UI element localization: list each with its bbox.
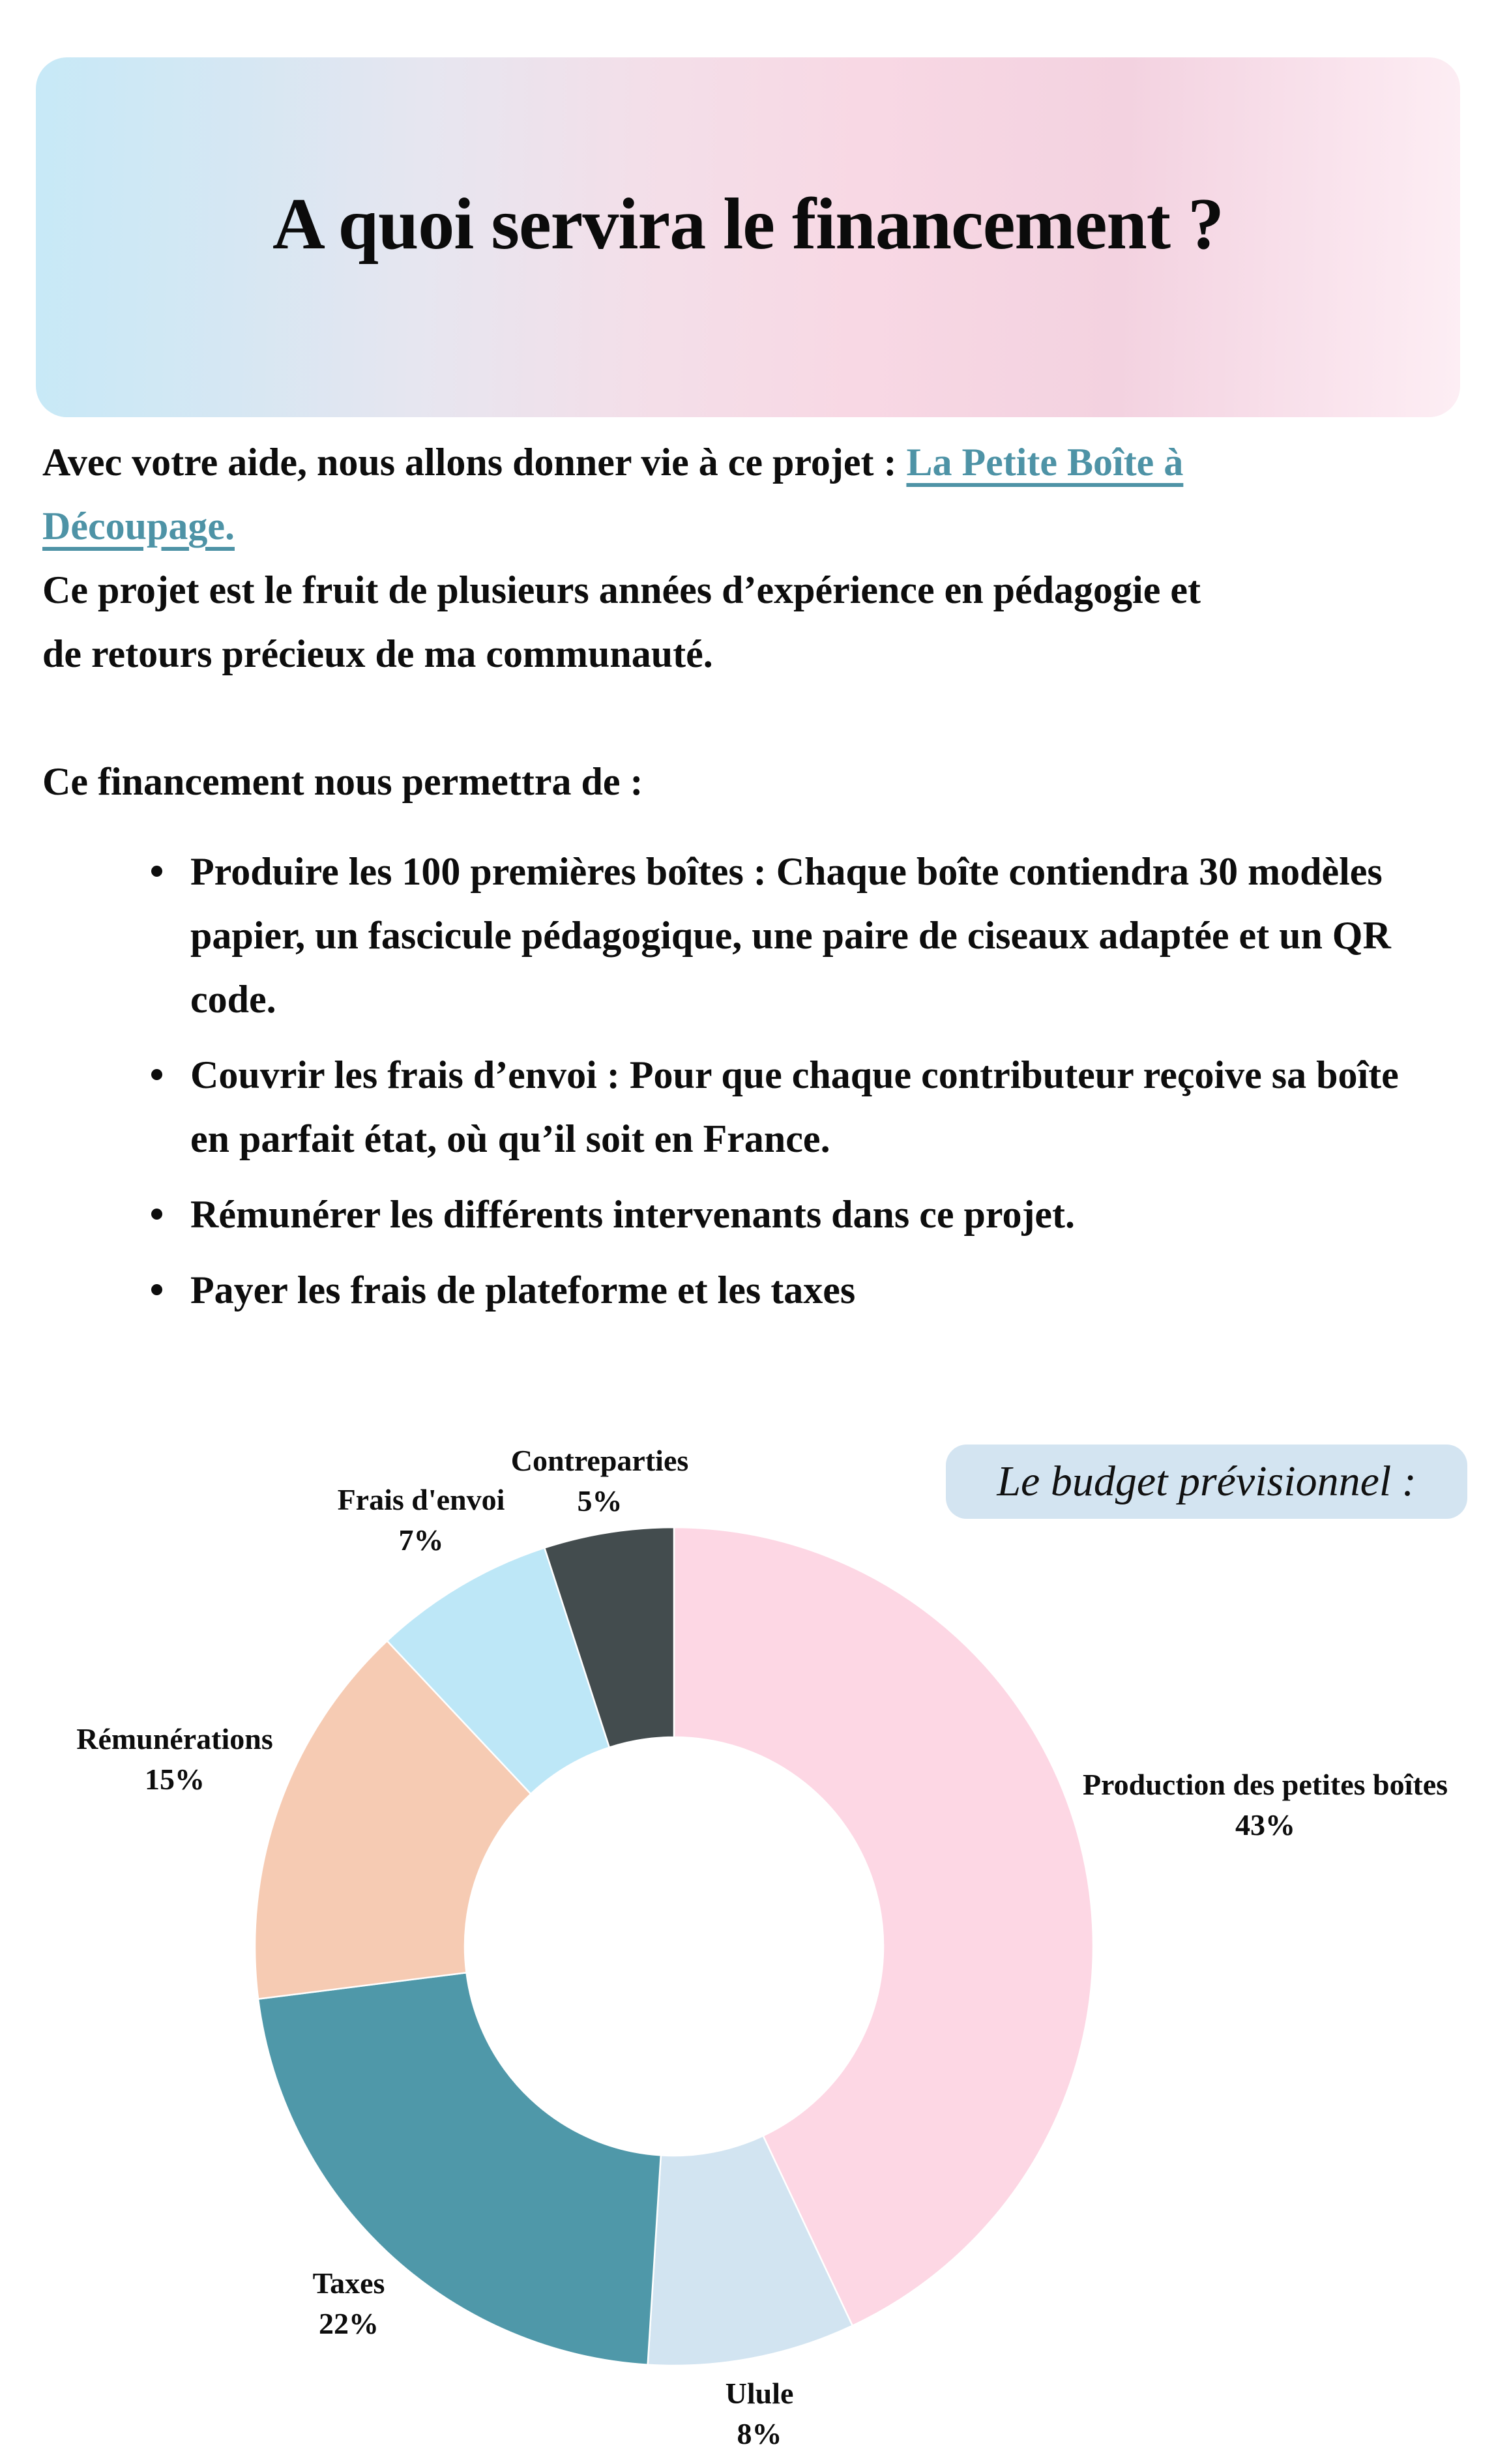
chart-label-pct: 7% [398,1523,444,1557]
chart-label-ulule [726,2373,794,2454]
chart-label-name: Rémunérations [76,1722,273,1755]
chart-label-pct: 5% [577,1484,623,1518]
intro-line3: Ce projet est le fruit de plusieurs années d’expérience en pédagogie et [42,568,1201,611]
chart-label-contreparties [511,1441,689,1521]
chart-label-pct: 8% [737,2417,782,2450]
intro-text: Avec votre aide, nous allons donner vie à ce projet : [42,441,907,484]
project-link-line1[interactable]: La Petite Boîte à [906,441,1184,484]
chart-label-name: Contreparties [510,1444,689,1477]
chart-label-pct: 43% [1235,1808,1295,1841]
chart-label-name: Production des petites boîtes [1082,1768,1448,1801]
list-item: Payer les frais de plateforme et les taxes [150,1258,1444,1322]
list-item: Produire les 100 premières boîtes : Chaque boîte contiendra 30 modèles papier, un fascicule pédagogique, une paire de ciseaux adaptée et un QR code. [150,840,1444,1031]
section-heading: Ce financement nous permettra de : [42,760,643,803]
list-item: Couvrir les frais d’envoi : Pour que chaque contributeur reçoive sa boîte en parfait état, où qu’il soit en France. [150,1043,1444,1171]
intro-paragraph [42,430,1467,686]
chart-label-name: Taxes [312,2266,385,2300]
chart-label-production [1083,1765,1448,1845]
chart-label-remunerations [76,1719,273,1800]
budget-donut-chart [250,1523,1098,2370]
budget-label: Le budget prévisionnel : [997,1458,1416,1505]
chart-label-frais-denvoi [338,1480,505,1561]
chart-label-pct: 22% [319,2307,379,2340]
header-card [36,57,1460,417]
chart-label-taxes [313,2263,385,2344]
chart-label-pct: 15% [144,1763,205,1796]
project-link-line2[interactable]: Découpage. [42,505,235,548]
bullet-list [150,840,1444,1334]
chart-label-name: Frais d'envoi [337,1483,505,1516]
intro-line4: de retours précieux de ma communauté. [42,632,713,675]
chart-label-name: Ulule [725,2377,794,2410]
budget-badge [946,1445,1467,1519]
page-title: A quoi servira le financement ? [272,183,1224,265]
list-item: Rémunérer les différents intervenants dans ce projet. [150,1182,1444,1246]
